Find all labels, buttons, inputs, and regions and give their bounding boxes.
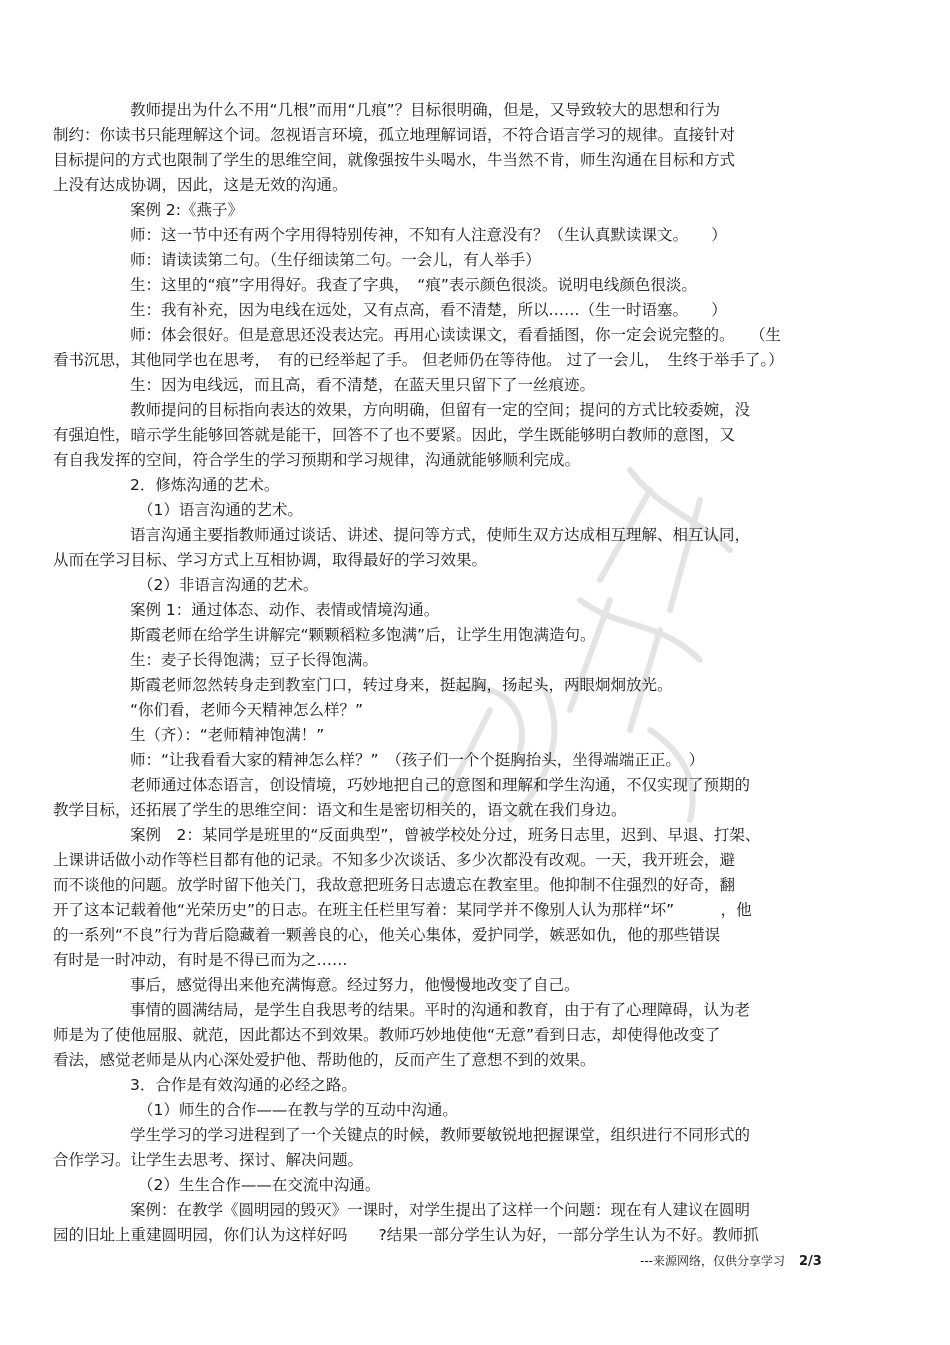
text-line: 老师通过体态语言，创设情境，巧妙地把自己的意图和理解和学生沟通，不仅实现了预期的: [130, 776, 751, 794]
text-line: 师是为了使他屈服、就范，因此都达不到效果。教师巧妙地使他“无意”看到日志，却使得他改变了: [53, 1026, 721, 1044]
text-line: 教师提问的目标指向表达的效果，方向明确，但留有一定的空间；提问的方式比较委婉，没: [130, 401, 751, 419]
text-line: 教学目标，还拓展了学生的思维空间：语文和生是密切相关的，语文就在我们身边。: [53, 801, 627, 819]
text-line: 2．修炼沟通的艺术。: [130, 476, 280, 494]
page-footer: [640, 1252, 822, 1269]
text-line: 生：我有补充，因为电线在远处，又有点高，看不清楚，所以……（生一时语塞。 ）: [130, 301, 727, 319]
text-line: 生：这里的“痕”字用得好。我查了字典， “痕”表示颜色很淡。说明电线颜色很淡。: [130, 276, 697, 294]
text-line: （1）语言沟通的艺术。: [138, 501, 303, 519]
text-line: 语言沟通主要指教师通过谈话、讲述、提问等方式，使师生双方达成相互理解、相互认同，: [130, 526, 751, 544]
text-line: 案例：在教学《圆明园的毁灭》一课时，对学生提出了这样一个问题：现在有人建议在圆明: [130, 1201, 751, 1219]
text-line: 目标提问的方式也限制了学生的思维空间，就像强按牛头喝水，牛当然不肯，师生沟通在目标和方式: [53, 151, 736, 169]
text-line: 3．合作是有效沟通的必经之路。: [130, 1076, 357, 1094]
text-line: 事后，感觉得出来他充满悔意。经过努力，他慢慢地改变了自己。: [130, 976, 580, 994]
text-line: 看法，感觉老师是从内心深处爱护他、帮助他的，反而产生了意想不到的效果。: [53, 1051, 596, 1069]
text-line: 有强迫性，暗示学生能够回答就是能干，回答不了也不要紧。因此，学生既能够明白教师的意图，又: [53, 426, 736, 444]
footer-source: ---来源网络，仅供分享学习: [640, 1254, 785, 1268]
text-line: 案例 2:《燕子》: [130, 201, 244, 219]
text-line: 而不谈他的问题。放学时留下他关门，我故意把班务日志遗忘在教室里。他抑制不住强烈的好奇，翻: [53, 876, 736, 894]
text-line: 的一系列“不良”行为背后隐藏着一颗善良的心，他关心集体，爱护同学，嫉恶如仇，他的那些错误: [53, 926, 721, 944]
text-line: （2）非语言沟通的艺术。: [138, 576, 319, 594]
text-line: 案例 2：某同学是班里的“反面典型”，曾被学校处分过，班务日志里，迟到、早退、打架、: [130, 826, 761, 844]
text-line: 上没有达成协调，因此，这是无效的沟通。: [53, 176, 348, 194]
text-line: 生：因为电线远，而且高，看不清楚，在蓝天里只留下了一丝痕迹。: [130, 376, 596, 394]
text-line: 师：体会很好。但是意思还没表达完。再用心读读课文，看看插图，你一定会说完整的。 （生: [130, 326, 782, 344]
text-line: 制约：你读书只能理解这个词。忽视语言环境，孤立地理解词语，不符合语言学习的规律。直接针对: [53, 126, 736, 144]
text-line: 师：这一节中还有两个字用得特别传神，不知有人注意没有？（生认真默读课文。 ）: [130, 226, 727, 244]
text-line: （1）师生的合作——在教与学的互动中沟通。: [138, 1101, 458, 1119]
text-line: 斯霞老师在给学生讲解完“颗颗稻粒多饱满”后，让学生用饱满造句。: [130, 626, 596, 644]
text-line: 生：麦子长得饱满；豆子长得饱满。: [130, 651, 379, 669]
text-line: 教师提出为什么不用“几根”而用“几痕”？目标很明确，但是，又导致较大的思想和行为: [130, 101, 721, 119]
text-line: 合作学习。让学生去思考、探讨、解决问题。: [53, 1151, 364, 1169]
text-line: “你们看，老师今天精神怎么样？”: [130, 701, 364, 719]
text-line: 有时是一时冲动，有时是不得已而为之……: [53, 951, 348, 969]
text-line: 斯霞老师忽然转身走到教室门口，转过身来，挺起胸，扬起头，两眼炯炯放光。: [130, 676, 673, 694]
text-line: 案例 1：通过体态、动作、表情或情境沟通。: [130, 601, 440, 619]
text-line: 上课讲话做小动作等栏目都有他的记录。不知多少次谈话、多少次都没有改观。一天，我开班会，避: [53, 851, 736, 869]
text-line: 从而在学习目标、学习方式上互相协调，取得最好的学习效果。: [53, 551, 488, 569]
text-line: （2）生生合作——在交流中沟通。: [138, 1176, 381, 1194]
text-line: 有自我发挥的空间，符合学生的学习预期和学习规律，沟通就能够顺利完成。: [53, 451, 581, 469]
text-line: 学生学习的学习进程到了一个关键点的时候，教师要敏锐地把握课堂，组织进行不同形式的: [130, 1126, 751, 1144]
text-line: 事情的圆满结局，是学生自我思考的结果。平时的沟通和教育，由于有了心理障碍，认为老: [130, 1001, 751, 1019]
text-line: 园的旧址上重建圆明园，你们认为这样好吗 ?结果一部分学生认为好，一部分学生认为不好。教师抓: [53, 1226, 759, 1244]
text-line: 师：请读读第二句。（生仔细读第二句。一会儿，有人举手）: [130, 251, 541, 269]
page-number: 2/3: [799, 1254, 822, 1269]
text-line: 生（齐）：“老师精神饱满！”: [130, 726, 325, 744]
text-line: 师：“让我看看大家的精神怎么样？” （孩子们一个个挺胸抬头，坐得端端正正。 ）: [130, 751, 705, 769]
text-line: 开了这本记载着他“光荣历史”的日志。在班主任栏里写着：某同学并不像别人认为那样“坏” ，他: [53, 901, 752, 919]
text-line: 看书沉思，其他同学也在思考， 有的已经举起了手。 但老师仍在等待他。 过了一会儿， 生终于举手了。）: [53, 351, 784, 369]
